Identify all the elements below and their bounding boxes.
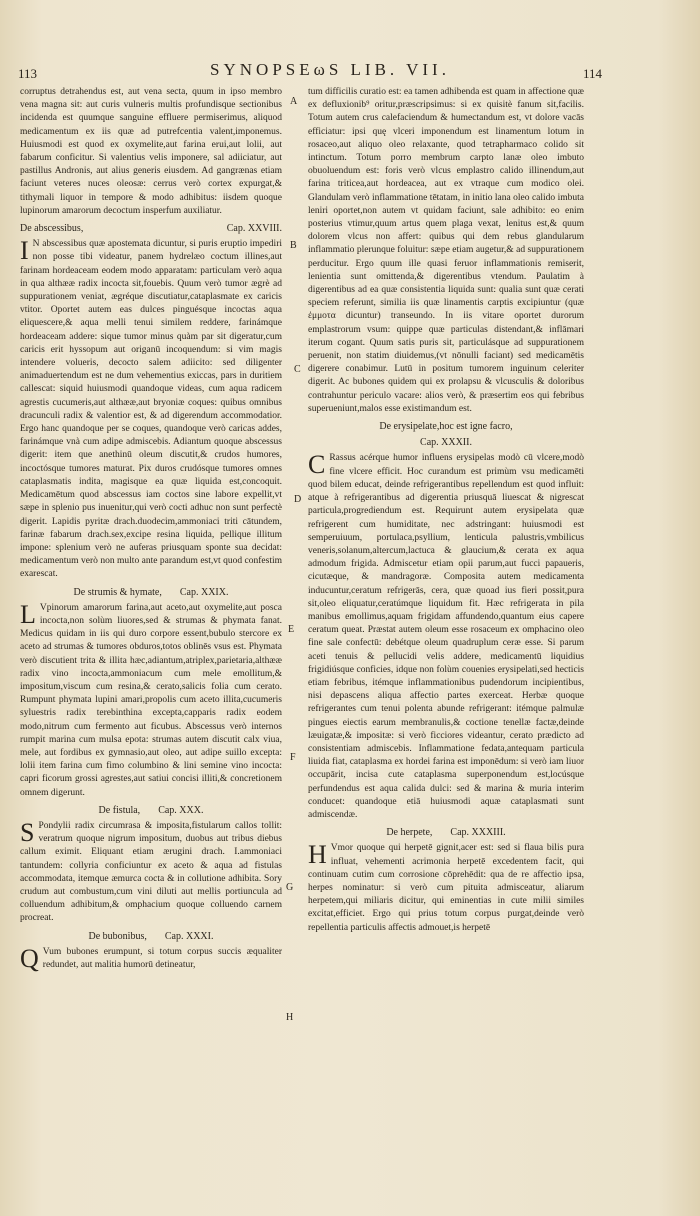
paragraph: S Pondylii radix circumrasa & imposita,fistularum callos tollit: veratrum quoque nigrum impositum, duobus aut tribus diebus callum eximit. Eliquant etiam ærugini drach. I.ammoniaci tantundem: collyria conficiuntur ex aceto & aqua ad fistulas accommodata, itemque æmurca cocta & in collutione adhibita. Sory crudum aut combustum,cum vini diluti aut mellis portiuncula ad colluendum adhibitum,& omphacium quoque colluendo carnem procreat. [20,817,282,924]
chapter-number: Cap. XXXII. [420,437,472,449]
paragraph: H Vmor quoque qui herpetē gignit,acer est: sed si flaua bilis pura influat, vehementi acrimonia herpetē excedentem facit, qui continuam cutim cum corrosione cōprehēdit: qua de re affectio ipsa, herpes nominatur: si verò cum pituita admisceatur, aliarum herpetem,qui miliaris dicitur, qui eminentias in cute milii similes excitat,efficiet. Ergo qui prius totum corpus purgat,deinde verò repellentia particulis affectis admouet,is herpetē [308,840,584,933]
margin-letter-d: D [294,494,302,505]
right-column [308,86,584,937]
paragraph: I N abscessibus quæ apostemata dicuntur, si puris eruptio impediri non posse tibi videatur, panem hydrelæo coctum illines,aut farinam hordeaceam eodem modo apparatam: particulam verò aqua in qua althææ radix incocta sit,fouebis. Quum verò tumor ægrè ad suppurationem veniat, ægréque discutiatur,cataplasmate ex caricis vtitor. Oportet autem eas dulces pinguésque incoctas aqua eliquescere,& aqua melli tenui similem reddere, farinámque hordeaceam addere: sique tumor minus quàm par sit digeratur,cum caricis erit hyssopum aut origanū incoquendum: si vim magis intendere volueris, decocto salem adiicito: sed diligenter animaduertendum est ne dum vehementius exiccas, pars in duritiem callescat: siquid huiusmodi quandoque videas, cum aqua radicem agrestis cucumeris,aut althææ,aut bryoniæ coques: quibus omnibus dracunculi radix & valentior est, & ad digerendum accommodatior. Ergo hanc quandoque per se coques, quandoque verò caricas addes, farinámque vnà cum adipe admiscebis. Adiantum quoque abscessus digerit: item que anethinū oleum discutit,& crudos humores, incoctósque tumores maturat. Pix duros crudósque tumores omnes cataplasmatis indita, magisque ea quæ liquida est,concoquit. Medicamētum quod abscessus iam coctos sine labore expellit,vt sæpe in splenio pus inuenitur,qui verò cocti adhuc non sunt perfectè digerit. Lapidis pyritæ drach.duodecim,ammoniaci triti cātundem, farinæ fabarum drach.sex,excipe resina liquida, pellique illitum impone: splenium verò ne auferas priusquam sponte sua decidat: medicamentum verò non multo ante parandum est,vt quod confestim exarescat. [20,236,282,580]
running-title: SYNOPSEωS LIB. VII. [210,60,450,79]
folio-left: 113 [18,66,38,81]
margin-letter-b: B [290,240,297,251]
left-column [20,86,282,974]
paragraph: tum difficilis curatio est: ea tamen adhibenda est quam in affectione quæ ex defluxionib⁹ oritur,præscripsimus: si ex quisitè fanum sit,facilis. Totum autem crus calefaciendum & humectandum est, vt dolore vacās efficiatur: ipsi quę vlceri imponendum est linamentum lotum in rosaceo,aut aliquo oleo relaxante, quod tetrapharmaco colido sit intinctum. Totum porro membrum carpto lanæ oleo imbuto obuoluendum est: foris verò vlcus emplastro calido illinendum,aut farina triticea,aut hordeacea, aut ex vtraque cum modico olei. Glandulam verò inflammatione tētatam, in initio lana oleo calido imbuta leniri oportet,non autem vt quidam faciunt, sale adhibito: eo enim posterius vtimur,quum artus quem plaga vexat, lenitus est,& quum dolorem vlcus non affert: quibus qui dem rebus glandularum inflammatio plerunque foluitur: sæpe etiam augetur,& ad suppurationem perducitur. Ergo quum ille quasi feruor inflammationis remiserit, lenientia sunt omittenda,& digerentibus vtendum. Paulatim à digerentibus ad ea quæ consistentia liquida sunt: qualia sunt quæ cerati speciem referunt, similia iis quæ linamentis carptis excipiuntur (quæ ἐμμοτα dicuntur) transeundo. In iis vitare oportet durorum emplastrorum vsum: quippe quæ particulas distendant,& inflāmari iterum cogant. Quum satis puris sit, particulásque ad suppurationem peruenit, non statim diuidemus,(vt nōnulli faciant) sed medicamētis digerere conabimur. Lutū in positum tumorem inguinum celeriter digerit. Ac bubones quidem qui ex prolapsu & vlcusculis & doloribus contrahuntur periculo vacare: alios verò, & præsertim eos qui febribus superueniunt,malos esse existimandum est. [308,87,584,414]
section-title: De fistula, [98,804,141,816]
paragraph: Q Vum bubones erumpunt, si totum corpus succis æqualiter redundet, aut malitia humorū detineatur, [20,943,282,973]
section-heading [20,804,282,817]
paragraph: corruptus detrahendus est, aut vena secta, quum in ipso membro vena magna sit: aut curis vulneris multis profundisque sectionibus incidenda est quumque sanguine effluere permiserimus, aliquod medicamentum ex iis quæ ad putrefcentia valent,imponemus. Huiusmodi est quod ex oxymelite,aut farina erui,aut lolii, aut fabarum conficitur. Si valentius velis imponere, sal adiiciatur, aut pastillus Andronis, aut alius generis eiusdem. Ad gangrænas etiam faciunt veteres nuces oleosæ: cerrus verò cortex expurgat,& tithymali liquor in tempore & modo adhibitus: iisdem quoque lupinorum amarorum decoctum insperfum auxiliatur. [20,87,282,216]
initial-letter: C [308,450,326,480]
chapter-number: Cap. XXX. [158,804,204,816]
section-heading [20,930,282,943]
folio-right: 114 [582,66,602,81]
section-heading [20,586,282,599]
section-title: De herpete, [386,827,433,839]
initial-letter: S [20,817,35,847]
paragraph: L Vpinorum amarorum farina,aut aceto,aut oxymelite,aut posca incocta,non solùm liuores,sed & strumas & phymata fanat. Medicus quidam in iis qui duro corpore essent,bubulo stercore ex aceto ad strumas & tumores obduros,totos oblinēs vsus est. Phymata verò discutient trita & illita hæc,adiantum,atriplex,parietaria,althææ radix vino incocta,ammoniacum cum mele emollitum,& impositum,viscum cum resina,& cerato,salicis folia cum cerato. Rumpunt phymata lupini amari,propolis cum aceto illita,cucumeris syluestris radix terebinthina excepta,capparis radix eodem modo,nitrum cum fermento aut ficubus. Abscessus verò internos rumpit marina cum mulsa epota: strumas autem discutit calx viua, mele, aut fordibus ex gymnasio,aut oleo, aut adipe suillo excepta: lolii item farina cum fimo columbino & lini semine vino incocta: capri ficorum grossi agrestes,aut satiui concisi illiti,& concretionem omnem digerunt. [20,599,282,798]
chapter-number: Cap. XXIX. [179,586,229,598]
margin-letter-h: H [286,1012,294,1023]
section-heading [308,826,584,839]
section-title: De bubonibus, [88,930,147,942]
chapter-number: Cap. XXXIII. [450,827,506,839]
margin-letter-e: E [288,624,295,635]
section-title: De strumis & hymate, [73,586,162,598]
section-title: De abscessibus, [20,223,84,235]
initial-letter: L [20,599,36,629]
initial-letter: Q [20,943,39,973]
section-heading [20,222,282,235]
initial-letter: I [20,236,29,266]
margin-letter-f: F [290,752,296,763]
chapter-number: Cap. XXVIII. [226,223,282,235]
margin-letter-a: A [290,96,298,107]
section-heading [308,420,584,433]
initial-letter: H [308,840,327,870]
paragraph: C Rassus acérque humor influens erysipelas modò cū vlcere,modò fine vlcere efficit. Hoc curandum est primùm vsu medicamēti quod bilem educat, deinde refrigerantibus repellendum est quod influit: atque à refrigerantibus ad digerentia priusquā liuescat & nigrescat particula,progrediendum est. Requirunt autem erysipelata quæ refrigerent cum humiditate, nec adstringant: huiusmodi est semperuiuum, portulaca,psyllium, lenticula palustris,vmbilicus veneris,solanum,altercum,lactuca & glaucium,& cerata ex aqua admodum frigida. Admiscetur etiam opii parum,aut fucci papaueris, cicutæque, & mandragoræ. Composita autem medicamenta inducuntur,ceratum refrigerās, cera, quæ quoad ius fieri possit,pura sit,oleo eliquatur,ceratúmque liquidum fit. Hæc refrigerata in pila manibus emollimus,aquam frigidam affundendo,quantum eius capere ceratum queat. Præstat autem oleum esse rosaceum ex omphacino oleo fine sale confectū: debétque oleum quadruplum ceræ esse. Si parum aceti tenuis & pellucidi velis addere, medicamentū liquidius frigidiúsque conficies, idque non folùm couenies erysipelati,sed hecticis etiam febribus, itémque inflammationibus pudendorum incipientibus, nisi depascens aliqua affectio partes exerceat. Herbæ quoque refrigerantes cum tenui polenta abunde refrigerant: itémque palmulæ pingues eiectis earum membranulis,& coctione tenellæ factæ,deinde læuigatæ,& impositæ: si verò ficciores videantur, cerato prædicto ad consistentiam admiscebis. Inflammatione fedata,antequam particula liuida fiat, cataplasma ex hordei farina est imponēdum: si verò iam liuor occupārit, incisa cute cataplasma superponendum est,locúsque perfundendus est aqua calida dulci: sed & marina & muria interim conducet: quandoque etiā huiusmodi aquæ cataplasmati sunt admiscendæ. [308,450,584,820]
chapter-number: Cap. XXXI. [164,930,214,942]
section-title: De erysipelate,hoc est igne facro, [379,421,513,433]
margin-letter-c: C [294,364,301,375]
margin-letter-g: G [286,882,294,893]
